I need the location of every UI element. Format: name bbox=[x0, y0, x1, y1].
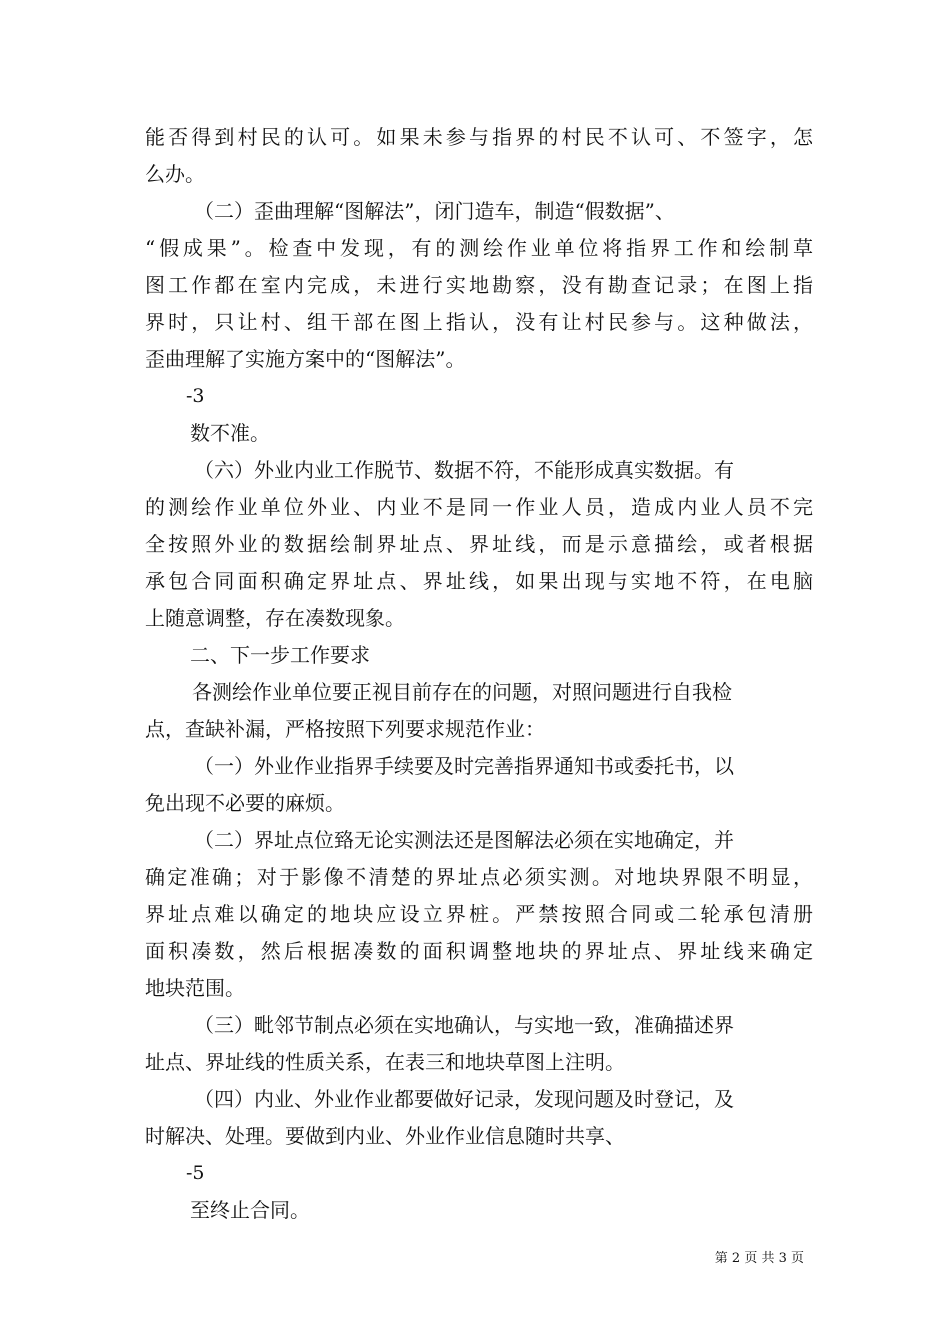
text-line-19: （二）界址点位臵无论实测法还是图解法必须在实地确定，并 bbox=[194, 828, 734, 852]
text-line-18: 免出现不必要的麻烦。 bbox=[145, 791, 345, 815]
text-line-8: 数不准。 bbox=[190, 421, 270, 445]
text-line-10: 的测绘作业单位外业、内业不是同一作业人员，造成内业人员不完 bbox=[145, 495, 813, 519]
section-heading: 二、下一步工作要求 bbox=[190, 643, 370, 667]
page-marker-5: -5 bbox=[186, 1162, 205, 1184]
text-line-17: （一）外业作业指界手续要及时完善指界通知书或委托书，以 bbox=[194, 754, 734, 778]
text-line-5: 图工作都在室内完成，未进行实地勘察，没有勘查记录；在图上指 bbox=[145, 273, 813, 297]
text-line-9: （六）外业内业工作脱节、数据不符，不能形成真实数据。有 bbox=[194, 458, 734, 482]
page-marker-3: -3 bbox=[186, 385, 205, 407]
text-line-7: 歪曲理解了实施方案中的“图解法”。 bbox=[145, 347, 466, 371]
text-line-3: （二）歪曲理解“图解法”，闭门造车，制造“假数据”、 bbox=[194, 199, 675, 223]
text-line-11: 全按照外业的数据绘制界址点、界址线，而是示意描绘，或者根据 bbox=[145, 532, 813, 556]
text-line-21: 界址点难以确定的地块应设立界桩。严禁按照合同或二轮承包清册 bbox=[145, 902, 813, 926]
page-footer: 第 2 页 共 3 页 bbox=[714, 1251, 804, 1266]
text-line-13: 上随意调整，存在凑数现象。 bbox=[145, 606, 405, 630]
text-line-15: 各测绘作业单位要正视目前存在的问题，对照问题进行自我检 bbox=[192, 680, 732, 704]
text-line-1: 能否得到村民的认可。如果未参与指界的村民不认可、不签字，怎 bbox=[145, 125, 813, 149]
text-line-6: 界时，只让村、组干部在图上指认，没有让村民参与。这种做法， bbox=[145, 310, 813, 334]
text-line-22: 面积凑数，然后根据凑数的面积调整地块的界址点、界址线来确定 bbox=[145, 939, 813, 963]
text-line-24: （三）毗邻节制点必须在实地确认，与实地一致，准确描述界 bbox=[194, 1013, 734, 1037]
text-line-23: 地块范围。 bbox=[145, 976, 245, 1000]
text-line-12: 承包合同面积确定界址点、界址线，如果出现与实地不符，在电脑 bbox=[145, 569, 813, 593]
text-line-2: 么办。 bbox=[145, 162, 205, 186]
text-line-16: 点，查缺补漏，严格按照下列要求规范作业： bbox=[145, 717, 545, 741]
text-line-4: “假成果”。检查中发现，有的测绘作业单位将指界工作和绘制草 bbox=[145, 236, 813, 260]
text-line-20: 确定准确；对于影像不清楚的界址点必须实测。对地块界限不明显， bbox=[145, 865, 813, 889]
text-line-28: 至终止合同。 bbox=[190, 1198, 310, 1222]
text-line-26: （四）内业、外业作业都要做好记录，发现问题及时登记，及 bbox=[194, 1087, 734, 1111]
text-line-25: 址点、界址线的性质关系，在表三和地块草图上注明。 bbox=[145, 1050, 625, 1074]
text-line-27: 时解决、处理。要做到内业、外业作业信息随时共享、 bbox=[145, 1124, 625, 1148]
